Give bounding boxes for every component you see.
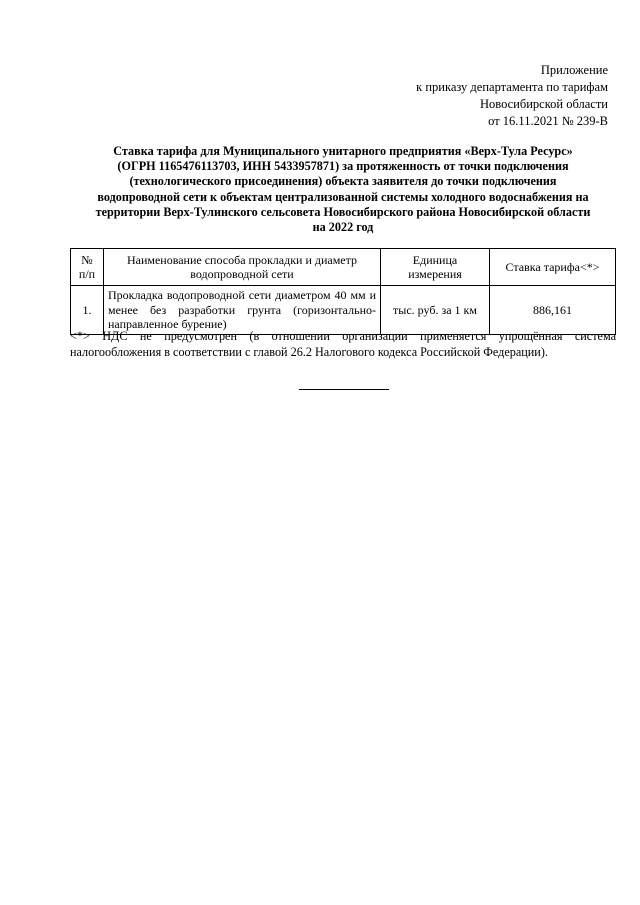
table-row (71, 286, 616, 335)
title-line: (ОГРН 1165476113703, ИНН 5433957871) за протяженность от точки подключения (117, 159, 569, 174)
cell-rate: 886,161 (490, 286, 616, 335)
appendix-line: Приложение (540, 63, 608, 77)
title-line: (технологического присоединения) объекта заявителя до точки подключения (129, 174, 557, 189)
header-name: Наименование способа прокладки и диаметр водопроводной сети (104, 249, 381, 286)
end-divider (299, 389, 389, 390)
header-num: № п/п (71, 249, 104, 286)
title-line: на 2022 год (312, 220, 374, 235)
title-line: водопроводной сети к объектам централизованной системы холодного водоснабжения на (97, 189, 589, 204)
table-header-row (71, 249, 616, 286)
title-line: территории Верх-Тулинского сельсовета Новосибирского района Новосибирской области (95, 204, 591, 219)
cell-num: 1. (71, 286, 104, 335)
cell-name: Прокладка водопроводной сети диаметром 40 мм и менее без разработки грунта (горизонтально-направленное бурение) (104, 286, 381, 335)
appendix-line: Новосибирской области (479, 97, 608, 111)
document-title (70, 144, 616, 235)
title-line: Ставка тарифа для Муниципального унитарного предприятия «Верх-Тула Ресурс» (113, 144, 573, 158)
appendix-block (416, 62, 608, 130)
header-unit: Единица измерения (381, 249, 490, 286)
appendix-line: от 16.11.2021 № 239-В (488, 114, 608, 128)
appendix-line: к приказу департамента по тарифам (416, 80, 608, 94)
header-rate: Ставка тарифа<*> (490, 249, 616, 286)
tariff-table (70, 248, 616, 335)
footnote: <*> НДС не предусмотрен (в отношении организации применяется упрощённая система налогообложения в соответствии с главой 26.2 Налогового кодекса Российской Федерации). (70, 329, 616, 359)
cell-unit: тыс. руб. за 1 км (381, 286, 490, 335)
